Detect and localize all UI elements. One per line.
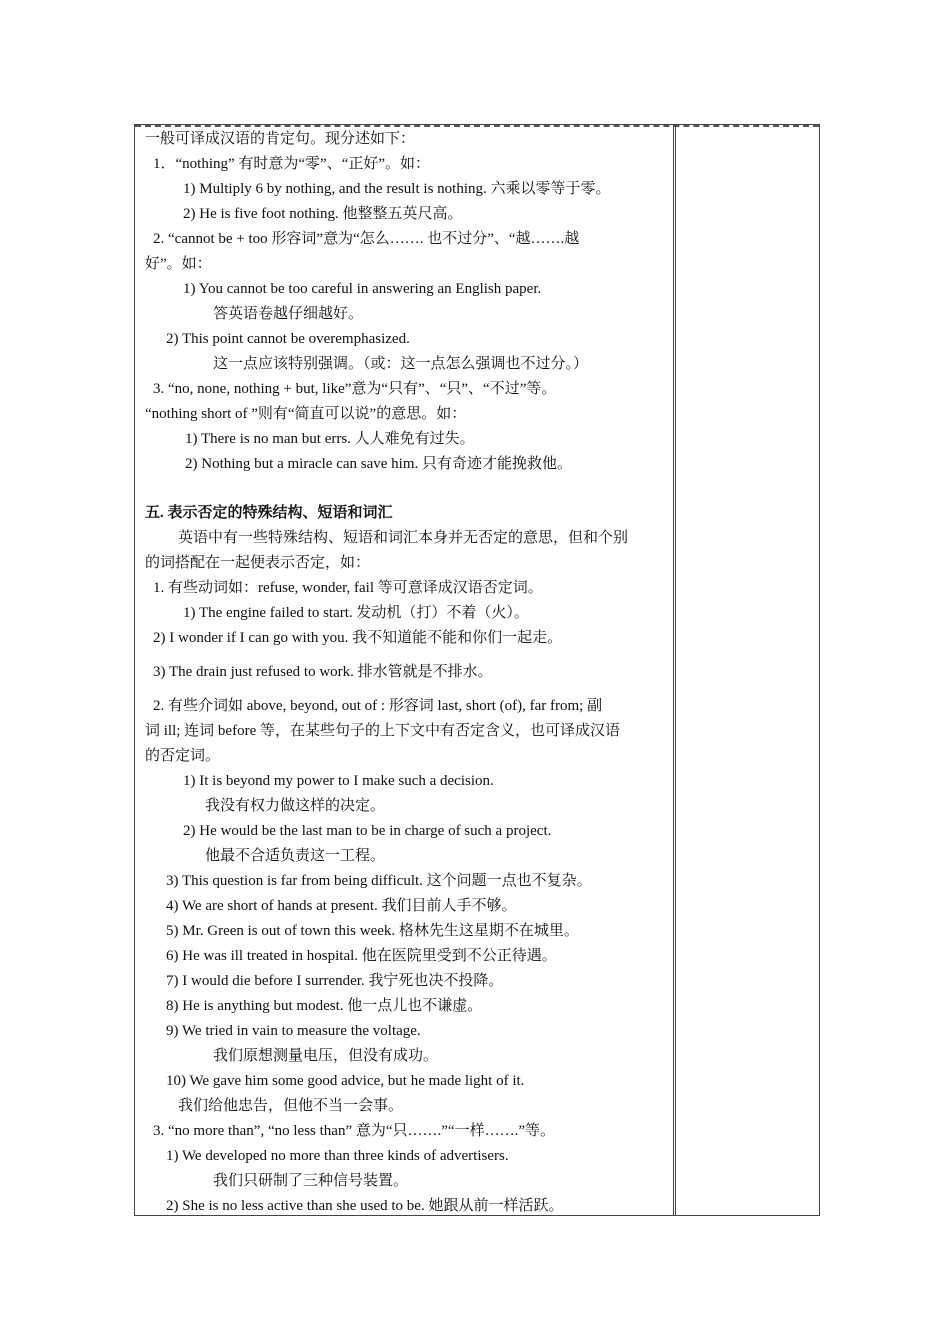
text-line: 8) He is anything but modest. 他一点儿也不谦虚。 bbox=[166, 998, 483, 1014]
text-line: 我没有权力做这样的决定。 bbox=[205, 798, 386, 814]
document-table bbox=[134, 124, 820, 1216]
text-line: 3. “no more than”, “no less than” 意为“只…….”“一样…….”等。 bbox=[153, 1123, 555, 1139]
text-line: 答英语卷越仔细越好。 bbox=[213, 306, 364, 322]
text-line: 我们只研制了三种信号装置。 bbox=[213, 1173, 409, 1189]
text-line: 我们给他忠告，但他不当一会事。 bbox=[178, 1098, 404, 1114]
text-line: 2. “cannot be + too 形容词”意为“怎么……. 也不过分”、“越…….越 bbox=[153, 231, 580, 247]
text-line: 7) I would die before I surrender. 我宁死也决不投降。 bbox=[166, 973, 504, 989]
text-line: 2) Nothing but a miracle can save him. 只有奇迹才能挽救他。 bbox=[185, 456, 573, 472]
text-line: 1) It is beyond my power to I make such a decision. bbox=[183, 773, 494, 789]
text-line: 1. 有些动词如：refuse, wonder, fail 等可意译成汉语否定词。 bbox=[153, 580, 543, 596]
text-line: 6) He was ill treated in hospital. 他在医院里受到不公正待遇。 bbox=[166, 948, 557, 964]
text-line: 2) She is no less active than she used to be. 她跟从前一样活跃。 bbox=[166, 1198, 564, 1214]
text-line: 英语中有一些特殊结构、短语和词汇本身并无否定的意思，但和个别 bbox=[178, 530, 629, 546]
text-line: 词 ill; 连词 before 等，在某些句子的上下文中有否定含义，也可译成汉语 bbox=[145, 723, 620, 739]
text-line: 1) You cannot be too careful in answering an English paper. bbox=[183, 281, 542, 297]
text-line: 3) This question is far from being difficult. 这个问题一点也不复杂。 bbox=[166, 873, 592, 889]
text-line: 9) We tried in vain to measure the voltage. bbox=[166, 1023, 421, 1039]
text-line: 他最不合适负责这一工程。 bbox=[205, 848, 386, 864]
text-line: 的词搭配在一起便表示否定，如： bbox=[145, 555, 371, 571]
text-line: 2) This point cannot be overemphasized. bbox=[166, 331, 410, 347]
text-line: 这一点应该特别强调。（或：这一点怎么强调也不过分。） bbox=[213, 356, 589, 372]
notes-column bbox=[676, 125, 819, 1215]
text-line: 3) The drain just refused to work. 排水管就是不排水。 bbox=[153, 664, 493, 680]
text-line: 1) The engine failed to start. 发动机（打）不着（火）。 bbox=[183, 605, 529, 621]
text-line: 3. “no, none, nothing + but, like”意为“只有”、“只”、“不过”等。 bbox=[153, 381, 557, 397]
text-line: 2. 有些介词如 above, beyond, out of : 形容词 last, short (of), far from; 副 bbox=[153, 698, 603, 714]
text-line: 我们原想测量电压，但没有成功。 bbox=[213, 1048, 439, 1064]
text-line: 好”。如： bbox=[145, 256, 212, 272]
text-line: 2) He is five foot nothing. 他整整五英尺高。 bbox=[183, 206, 463, 222]
section-heading: 五. 表示否定的特殊结构、短语和词汇 bbox=[145, 505, 393, 521]
text-line: 10) We gave him some good advice, but he made light of it. bbox=[166, 1073, 525, 1089]
text-line: 一般可译成汉语的肯定句。现分述如下： bbox=[145, 131, 416, 147]
text-line: 2) I wonder if I can go with you. 我不知道能不能和你们一起走。 bbox=[153, 630, 563, 646]
text-line: 的否定词。 bbox=[145, 748, 221, 764]
text-line: “nothing short of ”则有“简直可以说”的意思。如： bbox=[145, 406, 467, 422]
text-line: 1) There is no man but errs. 人人难免有过失。 bbox=[185, 431, 475, 447]
text-line: 1) Multiply 6 by nothing, and the result is nothing. 六乘以零等于零。 bbox=[183, 181, 611, 197]
text-line: 5) Mr. Green is out of town this week. 格林先生这星期不在城里。 bbox=[166, 923, 579, 939]
text-line: 1．“nothing” 有时意为“零”、“正好”。如： bbox=[153, 156, 431, 172]
text-line: 4) We are short of hands at present. 我们目前人手不够。 bbox=[166, 898, 517, 914]
text-line: 1) We developed no more than three kinds of advertisers. bbox=[166, 1148, 509, 1164]
text-line: 2) He would be the last man to be in charge of such a project. bbox=[183, 823, 552, 839]
